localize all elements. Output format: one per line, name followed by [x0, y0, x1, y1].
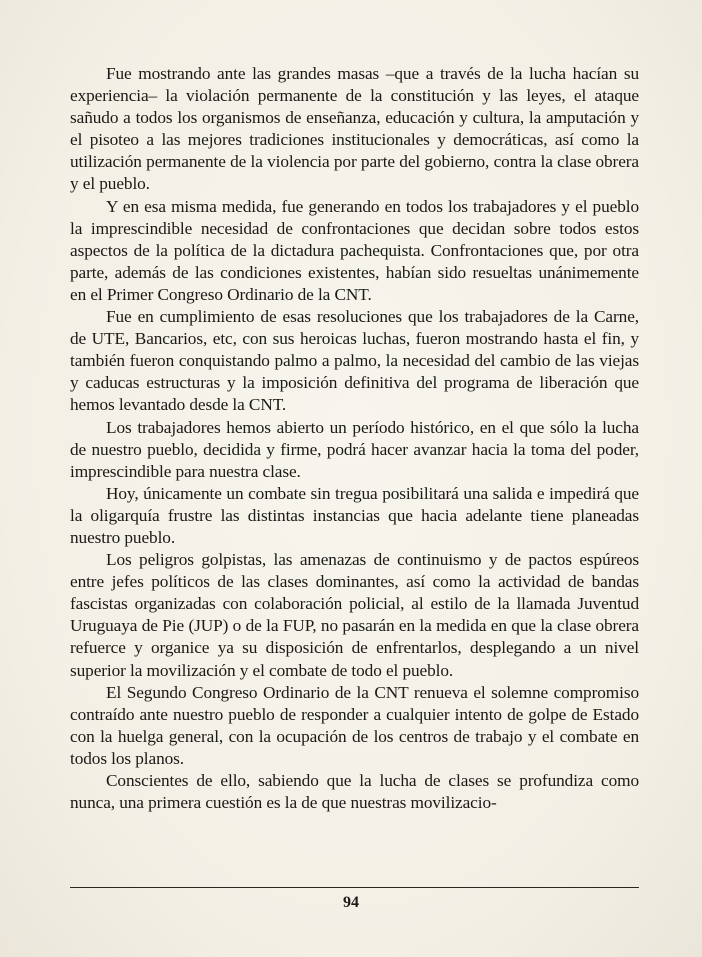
footer-rule [70, 887, 639, 888]
paragraph: Hoy, únicamente un combate sin tregua posibilitará una salida e impedirá que la oligarquía frustre las distintas instancias que hacia adelante tiene planeadas nuestro pueblo. [70, 483, 639, 547]
paragraph: Conscientes de ello, sabiendo que la lucha de clases se profundiza como nunca, una primera cuestión es la de que nuestras movilizacio- [70, 771, 639, 813]
paragraph: Fue en cumplimiento de esas resoluciones que los trabajadores de la Carne, de UTE, Bancarios, etc, con sus heroicas luchas, fueron mostrando hasta el fin, y también fueron conquistando palmo a palmo, la necesidad del cambio de las viejas y caducas estructuras y la imposición definitiva del programa de liberación que hemos levantado desde la CNT. [70, 307, 639, 415]
body-text [70, 63, 639, 814]
paragraph: El Segundo Congreso Ordinario de la CNT renueva el solemne compromiso contraído ante nuestro pueblo de responder a cualquier intento de golpe de Estado con la huelga general, con la ocupación de los centros de trabajo y el combate en todos los planos. [70, 682, 639, 768]
paragraph: Los trabajadores hemos abierto un período histórico, en el que sólo la lucha de nuestro pueblo, decidida y firme, podrá hacer avanzar hacia la toma del poder, imprescindible para nuestra clase. [70, 417, 639, 481]
paragraph: Los peligros golpistas, las amenazas de continuismo y de pactos espúreos entre jefes políticos de las clases dominantes, así como la actividad de bandas fascistas organizadas con colaboración policial, al estilo de la llamada Juventud Uruguaya de Pie (JUP) o de la FUP, no pasarán en la medida en que la clase obrera refuerce y organice ya su disposición de enfrentarlos, desplegando a un nivel superior la movilización y el combate de todo el pueblo. [70, 550, 639, 680]
paragraph: Fue mostrando ante las grandes masas –que a través de la lucha hacían su experiencia– la violación permanente de la constitución y las leyes, el ataque sañudo a todos los organismos de enseñanza, educación y cultura, la amputación y el pisoteo a las mejores tradiciones institucionales y democráticas, así como la utilización permanente de la violencia por parte del gobierno, contra la clase obrera y el pueblo. [70, 64, 639, 194]
paragraph: Y en esa misma medida, fue generando en todos los trabajadores y el pueblo la imprescindible necesidad de confrontaciones que decidan sobre todos estos aspectos de la política de la dictadura pachequista. Confrontaciones que, por otra parte, además de las condiciones existentes, habían sido resueltas unánimemente en el Primer Congreso Ordinario de la CNT. [70, 196, 639, 304]
page-number: 94 [343, 894, 359, 911]
